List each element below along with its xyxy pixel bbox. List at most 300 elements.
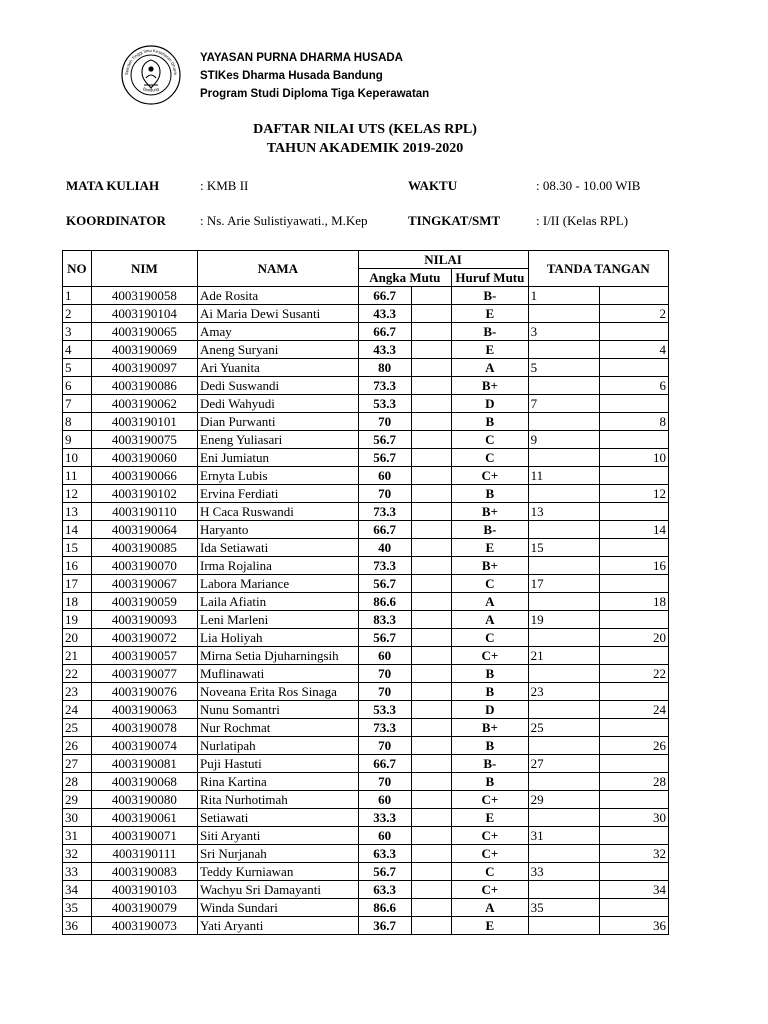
row-nim: 4003190062 bbox=[91, 395, 197, 413]
row-no: 8 bbox=[63, 413, 92, 431]
row-no: 34 bbox=[63, 881, 92, 899]
row-huruf-mutu: C+ bbox=[452, 845, 529, 863]
row-angka-blank bbox=[411, 683, 451, 701]
row-huruf-mutu: B- bbox=[452, 755, 529, 773]
row-nim: 4003190080 bbox=[91, 791, 197, 809]
school-name: STIKes Dharma Husada Bandung bbox=[200, 70, 383, 82]
row-angka-blank bbox=[411, 503, 451, 521]
row-nim: 4003190083 bbox=[91, 863, 197, 881]
row-angka-mutu: 36.7 bbox=[358, 917, 411, 935]
row-huruf-mutu: B- bbox=[452, 521, 529, 539]
row-angka-mutu: 86.6 bbox=[358, 593, 411, 611]
row-angka-mutu: 53.3 bbox=[358, 395, 411, 413]
row-signature-number: 11 bbox=[528, 467, 599, 485]
row-no: 2 bbox=[63, 305, 92, 323]
row-angka-blank bbox=[411, 467, 451, 485]
table-row bbox=[63, 287, 669, 305]
row-huruf-mutu: C+ bbox=[452, 647, 529, 665]
row-nama: Rina Kartina bbox=[198, 773, 359, 791]
table-row bbox=[63, 521, 669, 539]
row-signature-blank bbox=[528, 521, 599, 539]
table-row bbox=[63, 557, 669, 575]
row-angka-mutu: 70 bbox=[358, 773, 411, 791]
row-nama: Irma Rojalina bbox=[198, 557, 359, 575]
row-nama: Amay bbox=[198, 323, 359, 341]
row-nama: Ernyta Lubis bbox=[198, 467, 359, 485]
row-no: 28 bbox=[63, 773, 92, 791]
row-angka-mutu: 73.3 bbox=[358, 503, 411, 521]
row-angka-blank bbox=[411, 773, 451, 791]
header-angka-mutu: Angka Mutu bbox=[358, 269, 452, 287]
row-signature-blank bbox=[599, 719, 668, 737]
row-angka-mutu: 43.3 bbox=[358, 305, 411, 323]
row-angka-mutu: 63.3 bbox=[358, 845, 411, 863]
table-row bbox=[63, 341, 669, 359]
row-nim: 4003190111 bbox=[91, 845, 197, 863]
row-angka-mutu: 43.3 bbox=[358, 341, 411, 359]
row-signature-number: 35 bbox=[528, 899, 599, 917]
row-nim: 4003190075 bbox=[91, 431, 197, 449]
table-row bbox=[63, 755, 669, 773]
row-signature-blank bbox=[528, 485, 599, 503]
row-nim: 4003190069 bbox=[91, 341, 197, 359]
row-nim: 4003190072 bbox=[91, 629, 197, 647]
row-huruf-mutu: B+ bbox=[452, 719, 529, 737]
table-row bbox=[63, 701, 669, 719]
row-angka-blank bbox=[411, 647, 451, 665]
row-no: 14 bbox=[63, 521, 92, 539]
row-signature-blank bbox=[599, 755, 668, 773]
row-signature-blank bbox=[599, 395, 668, 413]
row-no: 31 bbox=[63, 827, 92, 845]
row-signature-number: 31 bbox=[528, 827, 599, 845]
row-angka-blank bbox=[411, 341, 451, 359]
row-no: 23 bbox=[63, 683, 92, 701]
table-row bbox=[63, 575, 669, 593]
row-signature-number: 18 bbox=[599, 593, 668, 611]
row-angka-blank bbox=[411, 755, 451, 773]
table-row bbox=[63, 647, 669, 665]
row-angka-blank bbox=[411, 449, 451, 467]
table-row bbox=[63, 863, 669, 881]
row-signature-blank bbox=[528, 665, 599, 683]
row-angka-mutu: 60 bbox=[358, 647, 411, 665]
row-nama: Rita Nurhotimah bbox=[198, 791, 359, 809]
table-row bbox=[63, 431, 669, 449]
institution-logo bbox=[120, 44, 182, 106]
row-no: 3 bbox=[63, 323, 92, 341]
table-row bbox=[63, 899, 669, 917]
table-row bbox=[63, 683, 669, 701]
row-nama: Ai Maria Dewi Susanti bbox=[198, 305, 359, 323]
row-nama: Ida Setiawati bbox=[198, 539, 359, 557]
row-no: 17 bbox=[63, 575, 92, 593]
row-huruf-mutu: B bbox=[452, 413, 529, 431]
row-signature-blank bbox=[528, 557, 599, 575]
row-no: 30 bbox=[63, 809, 92, 827]
table-row bbox=[63, 737, 669, 755]
row-angka-mutu: 66.7 bbox=[358, 323, 411, 341]
row-angka-mutu: 70 bbox=[358, 737, 411, 755]
row-angka-mutu: 56.7 bbox=[358, 449, 411, 467]
row-huruf-mutu: A bbox=[452, 359, 529, 377]
row-signature-number: 9 bbox=[528, 431, 599, 449]
row-angka-mutu: 56.7 bbox=[358, 863, 411, 881]
table-row bbox=[63, 773, 669, 791]
row-nim: 4003190110 bbox=[91, 503, 197, 521]
logo-ring-text: Sekolah Tinggi Ilmu Kesehatan Dharm bbox=[123, 47, 179, 76]
row-signature-number: 30 bbox=[599, 809, 668, 827]
row-angka-blank bbox=[411, 323, 451, 341]
table-row bbox=[63, 377, 669, 395]
row-signature-blank bbox=[528, 701, 599, 719]
row-no: 7 bbox=[63, 395, 92, 413]
row-huruf-mutu: B+ bbox=[452, 377, 529, 395]
row-angka-blank bbox=[411, 719, 451, 737]
row-nim: 4003190104 bbox=[91, 305, 197, 323]
row-no: 22 bbox=[63, 665, 92, 683]
row-nama: Muflinawati bbox=[198, 665, 359, 683]
row-signature-number: 34 bbox=[599, 881, 668, 899]
tingkat-value: : I/II (Kelas RPL) bbox=[536, 213, 629, 228]
row-angka-blank bbox=[411, 377, 451, 395]
row-nim: 4003190067 bbox=[91, 575, 197, 593]
row-huruf-mutu: B+ bbox=[452, 503, 529, 521]
row-huruf-mutu: B bbox=[452, 737, 529, 755]
row-no: 35 bbox=[63, 899, 92, 917]
row-signature-number: 10 bbox=[599, 449, 668, 467]
row-signature-blank bbox=[599, 323, 668, 341]
row-nama: Lia Holiyah bbox=[198, 629, 359, 647]
header-tanda-tangan: TANDA TANGAN bbox=[528, 251, 668, 287]
row-angka-mutu: 83.3 bbox=[358, 611, 411, 629]
row-nama: Eni Jumiatun bbox=[198, 449, 359, 467]
row-signature-number: 2 bbox=[599, 305, 668, 323]
row-angka-mutu: 70 bbox=[358, 485, 411, 503]
row-no: 16 bbox=[63, 557, 92, 575]
row-angka-blank bbox=[411, 701, 451, 719]
row-nim: 4003190061 bbox=[91, 809, 197, 827]
row-nim: 4003190079 bbox=[91, 899, 197, 917]
row-signature-number: 24 bbox=[599, 701, 668, 719]
row-nim: 4003190076 bbox=[91, 683, 197, 701]
table-row bbox=[63, 323, 669, 341]
row-nama: Leni Marleni bbox=[198, 611, 359, 629]
row-nim: 4003190101 bbox=[91, 413, 197, 431]
row-huruf-mutu: B- bbox=[452, 287, 529, 305]
row-signature-blank bbox=[599, 431, 668, 449]
row-angka-blank bbox=[411, 665, 451, 683]
table-row bbox=[63, 827, 669, 845]
row-signature-blank bbox=[599, 899, 668, 917]
row-angka-mutu: 80 bbox=[358, 359, 411, 377]
svg-text:Sekolah Tinggi Ilmu Kesehatan bbox=[120, 44, 178, 76]
row-signature-blank bbox=[528, 917, 599, 935]
table-row bbox=[63, 503, 669, 521]
row-angka-mutu: 66.7 bbox=[358, 287, 411, 305]
row-signature-number: 4 bbox=[599, 341, 668, 359]
row-angka-blank bbox=[411, 413, 451, 431]
row-angka-mutu: 60 bbox=[358, 791, 411, 809]
row-signature-number: 7 bbox=[528, 395, 599, 413]
row-signature-number: 29 bbox=[528, 791, 599, 809]
row-angka-blank bbox=[411, 575, 451, 593]
tingkat-label: TINGKAT/SMT bbox=[408, 213, 501, 228]
row-signature-number: 8 bbox=[599, 413, 668, 431]
row-signature-number: 13 bbox=[528, 503, 599, 521]
row-angka-mutu: 60 bbox=[358, 827, 411, 845]
row-huruf-mutu: B bbox=[452, 683, 529, 701]
row-no: 18 bbox=[63, 593, 92, 611]
row-no: 13 bbox=[63, 503, 92, 521]
table-row bbox=[63, 845, 669, 863]
row-angka-mutu: 73.3 bbox=[358, 557, 411, 575]
row-angka-blank bbox=[411, 791, 451, 809]
row-signature-number: 19 bbox=[528, 611, 599, 629]
row-signature-number: 32 bbox=[599, 845, 668, 863]
row-signature-blank bbox=[528, 881, 599, 899]
row-huruf-mutu: E bbox=[452, 917, 529, 935]
row-no: 11 bbox=[63, 467, 92, 485]
row-angka-mutu: 66.7 bbox=[358, 521, 411, 539]
row-angka-mutu: 70 bbox=[358, 413, 411, 431]
koordinator-label: KOORDINATOR bbox=[66, 213, 166, 228]
row-signature-blank bbox=[528, 305, 599, 323]
header-nim: NIM bbox=[91, 251, 197, 287]
row-nim: 4003190078 bbox=[91, 719, 197, 737]
row-no: 1 bbox=[63, 287, 92, 305]
row-nama: Winda Sundari bbox=[198, 899, 359, 917]
row-no: 26 bbox=[63, 737, 92, 755]
row-nama: Sri Nurjanah bbox=[198, 845, 359, 863]
table-row bbox=[63, 611, 669, 629]
row-nama: Nurlatipah bbox=[198, 737, 359, 755]
row-nim: 4003190073 bbox=[91, 917, 197, 935]
row-signature-number: 26 bbox=[599, 737, 668, 755]
row-no: 4 bbox=[63, 341, 92, 359]
row-angka-blank bbox=[411, 593, 451, 611]
row-huruf-mutu: C bbox=[452, 575, 529, 593]
document-title: DAFTAR NILAI UTS (KELAS RPL) bbox=[253, 122, 477, 137]
row-nama: Setiawati bbox=[198, 809, 359, 827]
row-signature-blank bbox=[599, 467, 668, 485]
row-nim: 4003190103 bbox=[91, 881, 197, 899]
row-nim: 4003190070 bbox=[91, 557, 197, 575]
row-nama: Aneng Suryani bbox=[198, 341, 359, 359]
mata-kuliah-value: : KMB II bbox=[200, 178, 249, 193]
row-angka-blank bbox=[411, 899, 451, 917]
row-huruf-mutu: E bbox=[452, 341, 529, 359]
table-row bbox=[63, 917, 669, 935]
header-no: NO bbox=[63, 251, 92, 287]
row-signature-blank bbox=[599, 575, 668, 593]
row-angka-blank bbox=[411, 611, 451, 629]
row-huruf-mutu: C+ bbox=[452, 791, 529, 809]
mata-kuliah-label: MATA KULIAH bbox=[66, 178, 160, 193]
row-signature-number: 3 bbox=[528, 323, 599, 341]
row-huruf-mutu: E bbox=[452, 809, 529, 827]
table-row bbox=[63, 359, 669, 377]
row-huruf-mutu: D bbox=[452, 701, 529, 719]
row-huruf-mutu: D bbox=[452, 395, 529, 413]
row-signature-number: 14 bbox=[599, 521, 668, 539]
row-angka-mutu: 70 bbox=[358, 665, 411, 683]
row-signature-blank bbox=[599, 827, 668, 845]
row-huruf-mutu: C+ bbox=[452, 467, 529, 485]
row-huruf-mutu: C+ bbox=[452, 827, 529, 845]
row-angka-mutu: 70 bbox=[358, 683, 411, 701]
table-row bbox=[63, 881, 669, 899]
row-no: 6 bbox=[63, 377, 92, 395]
row-nim: 4003190068 bbox=[91, 773, 197, 791]
row-angka-mutu: 53.3 bbox=[358, 701, 411, 719]
row-signature-number: 23 bbox=[528, 683, 599, 701]
row-angka-blank bbox=[411, 539, 451, 557]
org-name: YAYASAN PURNA DHARMA HUSADA bbox=[200, 52, 403, 64]
row-no: 25 bbox=[63, 719, 92, 737]
row-nim: 4003190059 bbox=[91, 593, 197, 611]
row-huruf-mutu: E bbox=[452, 305, 529, 323]
row-angka-blank bbox=[411, 827, 451, 845]
header-nilai: NILAI bbox=[358, 251, 528, 269]
row-signature-number: 15 bbox=[528, 539, 599, 557]
table-row bbox=[63, 449, 669, 467]
row-nim: 4003190093 bbox=[91, 611, 197, 629]
row-huruf-mutu: A bbox=[452, 611, 529, 629]
row-nim: 4003190071 bbox=[91, 827, 197, 845]
row-signature-number: 22 bbox=[599, 665, 668, 683]
row-nama: Teddy Kurniawan bbox=[198, 863, 359, 881]
row-angka-blank bbox=[411, 521, 451, 539]
row-signature-number: 12 bbox=[599, 485, 668, 503]
row-angka-mutu: 63.3 bbox=[358, 881, 411, 899]
row-signature-number: 33 bbox=[528, 863, 599, 881]
row-signature-blank bbox=[528, 773, 599, 791]
row-angka-mutu: 56.7 bbox=[358, 575, 411, 593]
row-angka-mutu: 33.3 bbox=[358, 809, 411, 827]
row-nama: Yati Aryanti bbox=[198, 917, 359, 935]
row-signature-blank bbox=[528, 629, 599, 647]
row-huruf-mutu: C+ bbox=[452, 881, 529, 899]
row-nama: Noveana Erita Ros Sinaga bbox=[198, 683, 359, 701]
row-nama: Wachyu Sri Damayanti bbox=[198, 881, 359, 899]
row-huruf-mutu: E bbox=[452, 539, 529, 557]
row-signature-blank bbox=[528, 449, 599, 467]
header-nama: NAMA bbox=[198, 251, 359, 287]
row-signature-number: 1 bbox=[528, 287, 599, 305]
row-signature-blank bbox=[599, 359, 668, 377]
row-signature-number: 6 bbox=[599, 377, 668, 395]
table-row bbox=[63, 305, 669, 323]
row-nim: 4003190058 bbox=[91, 287, 197, 305]
row-nim: 4003190065 bbox=[91, 323, 197, 341]
row-huruf-mutu: B bbox=[452, 773, 529, 791]
row-nama: Labora Mariance bbox=[198, 575, 359, 593]
row-no: 21 bbox=[63, 647, 92, 665]
row-signature-blank bbox=[599, 647, 668, 665]
row-angka-blank bbox=[411, 431, 451, 449]
row-signature-number: 25 bbox=[528, 719, 599, 737]
row-angka-blank bbox=[411, 287, 451, 305]
row-no: 33 bbox=[63, 863, 92, 881]
grades-table bbox=[62, 250, 669, 935]
row-nim: 4003190066 bbox=[91, 467, 197, 485]
row-angka-mutu: 73.3 bbox=[358, 719, 411, 737]
row-angka-mutu: 40 bbox=[358, 539, 411, 557]
row-signature-blank bbox=[528, 377, 599, 395]
row-nim: 4003190063 bbox=[91, 701, 197, 719]
row-signature-number: 28 bbox=[599, 773, 668, 791]
row-signature-blank bbox=[599, 287, 668, 305]
row-angka-mutu: 66.7 bbox=[358, 755, 411, 773]
row-nim: 4003190097 bbox=[91, 359, 197, 377]
row-angka-blank bbox=[411, 809, 451, 827]
row-nama: Eneng Yuliasari bbox=[198, 431, 359, 449]
row-signature-blank bbox=[528, 593, 599, 611]
row-angka-blank bbox=[411, 863, 451, 881]
row-angka-blank bbox=[411, 557, 451, 575]
row-angka-blank bbox=[411, 737, 451, 755]
row-signature-blank bbox=[528, 341, 599, 359]
table-row bbox=[63, 665, 669, 683]
row-angka-blank bbox=[411, 395, 451, 413]
table-row bbox=[63, 395, 669, 413]
row-no: 5 bbox=[63, 359, 92, 377]
row-no: 32 bbox=[63, 845, 92, 863]
row-angka-blank bbox=[411, 629, 451, 647]
row-signature-blank bbox=[528, 809, 599, 827]
row-nama: Laila Afiatin bbox=[198, 593, 359, 611]
row-signature-number: 16 bbox=[599, 557, 668, 575]
row-signature-blank bbox=[599, 683, 668, 701]
row-signature-number: 5 bbox=[528, 359, 599, 377]
row-signature-blank bbox=[599, 539, 668, 557]
row-nim: 4003190081 bbox=[91, 755, 197, 773]
row-nim: 4003190086 bbox=[91, 377, 197, 395]
row-nim: 4003190077 bbox=[91, 665, 197, 683]
row-signature-blank bbox=[528, 737, 599, 755]
row-no: 10 bbox=[63, 449, 92, 467]
row-nama: Ade Rosita bbox=[198, 287, 359, 305]
waktu-label: WAKTU bbox=[408, 178, 458, 193]
table-row bbox=[63, 719, 669, 737]
row-no: 20 bbox=[63, 629, 92, 647]
row-huruf-mutu: C bbox=[452, 863, 529, 881]
academic-year-title: TAHUN AKADEMIK 2019-2020 bbox=[266, 141, 464, 156]
koordinator-value: : Ns. Arie Sulistiyawati., M.Kep bbox=[200, 213, 368, 228]
row-huruf-mutu: B- bbox=[452, 323, 529, 341]
row-signature-number: 27 bbox=[528, 755, 599, 773]
row-nama: Puji Hastuti bbox=[198, 755, 359, 773]
row-angka-mutu: 73.3 bbox=[358, 377, 411, 395]
row-signature-blank bbox=[528, 413, 599, 431]
row-signature-number: 17 bbox=[528, 575, 599, 593]
row-signature-blank bbox=[599, 503, 668, 521]
program-name: Program Studi Diploma Tiga Keperawatan bbox=[200, 88, 430, 100]
row-no: 9 bbox=[63, 431, 92, 449]
row-nim: 4003190085 bbox=[91, 539, 197, 557]
row-huruf-mutu: C bbox=[452, 449, 529, 467]
logo-ring-text-bottom: Bandung bbox=[142, 86, 160, 93]
row-no: 36 bbox=[63, 917, 92, 935]
row-signature-blank bbox=[599, 863, 668, 881]
row-nim: 4003190060 bbox=[91, 449, 197, 467]
row-nim: 4003190064 bbox=[91, 521, 197, 539]
row-nama: Dedi Wahyudi bbox=[198, 395, 359, 413]
row-nama: H Caca Ruswandi bbox=[198, 503, 359, 521]
row-nim: 4003190102 bbox=[91, 485, 197, 503]
row-huruf-mutu: B bbox=[452, 485, 529, 503]
